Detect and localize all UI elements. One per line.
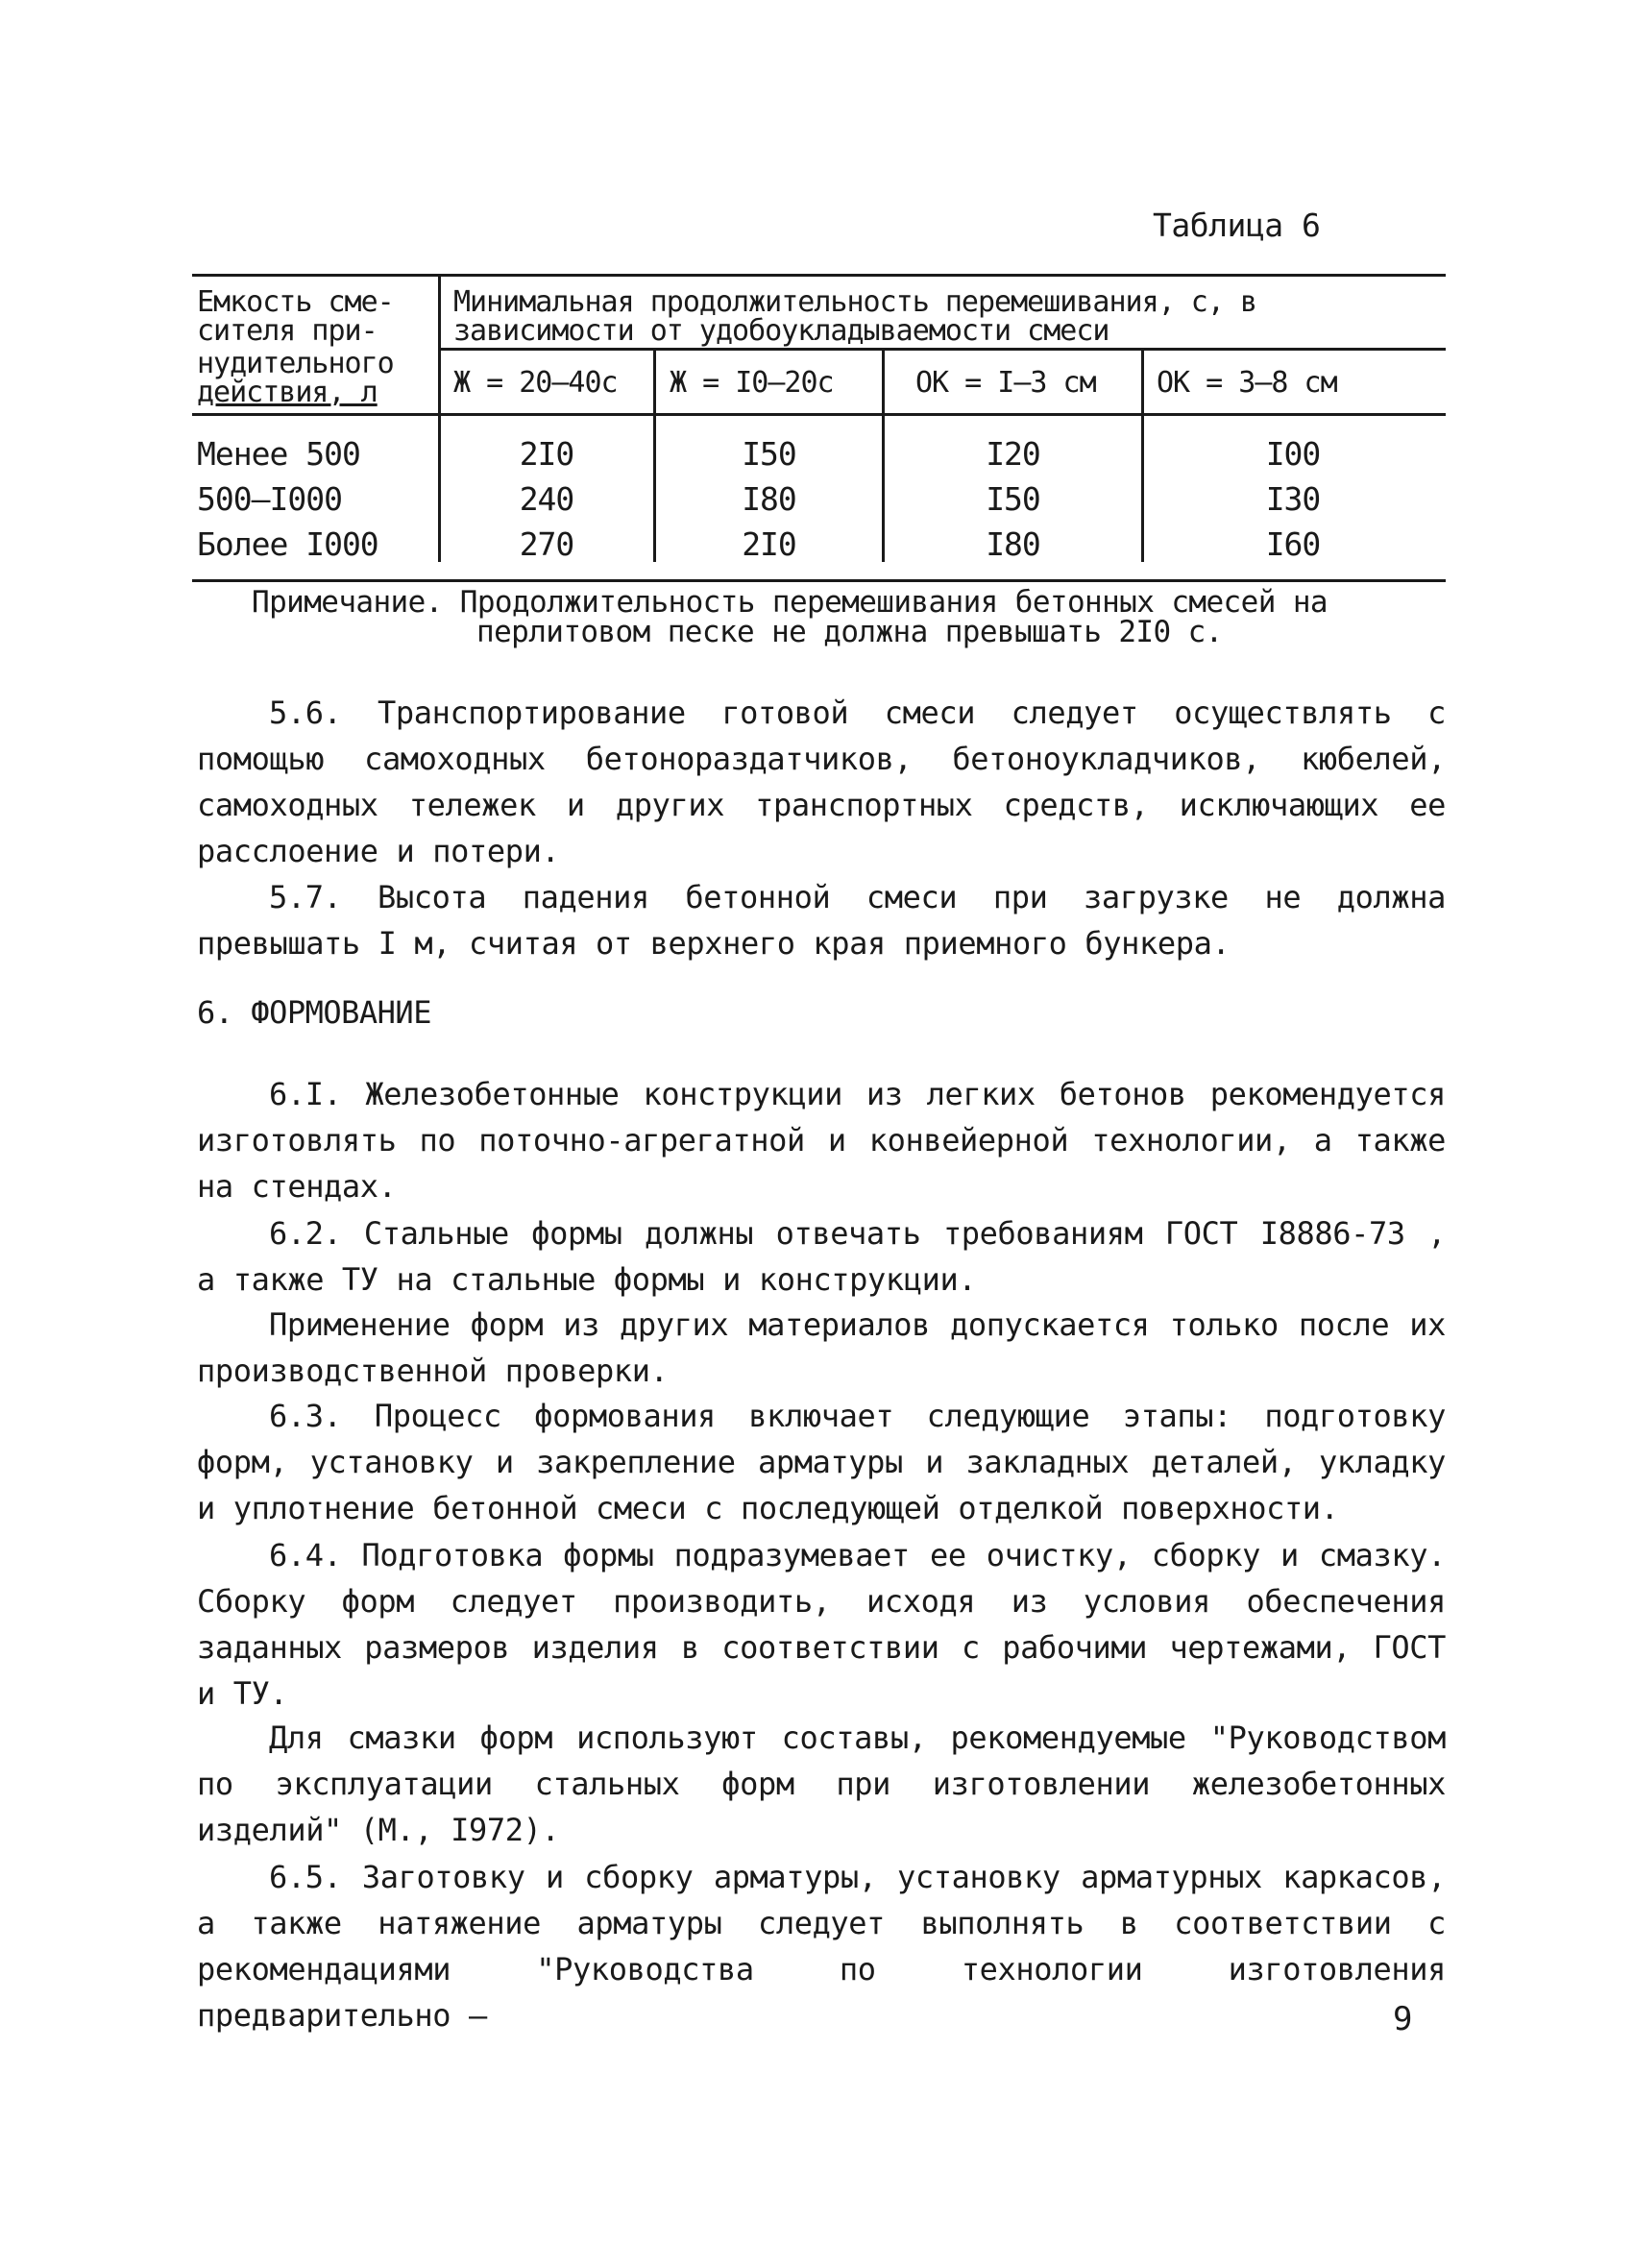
note-line-2: перлитовом песке не должна превышать 2I0 с. <box>476 615 1223 649</box>
table-cell: 270 <box>519 525 574 563</box>
column-header: ОК = 3–8 см <box>1157 366 1337 400</box>
table-cell: 240 <box>519 480 574 518</box>
column-header: Ж = I0–20с <box>670 366 834 400</box>
table-note <box>252 585 1328 649</box>
paragraph-6-2-continued: Применение форм из других материалов допускается только после их производственной проверки. <box>197 1306 1446 1389</box>
row-label: 500–I000 <box>197 480 342 518</box>
row-label: Более I000 <box>197 525 378 563</box>
header-left-line-2: сителя при- <box>197 314 378 348</box>
paragraph-6-5: 6.5. Заготовку и сборку арматуры, установку арматурных каркасов, а также натяжение арматуры следует выполнять в соответствии с рекомендациями "Руководства по технологии изготовления предварительно – <box>197 1859 1446 2034</box>
table-cell: 2I0 <box>742 525 796 563</box>
paragraph-6-2: 6.2. Стальные формы должны отвечать требованиям ГОСТ I8886-73 , а также ТУ на стальные формы и конструкции. <box>197 1215 1446 1298</box>
column-header: ОК = I–3 см <box>915 366 1096 400</box>
page-number: 9 <box>1393 2000 1413 2038</box>
section-heading: 6. ФОРМОВАНИЕ <box>197 994 431 1031</box>
table-cell: I30 <box>1265 480 1321 518</box>
table-cell: I80 <box>742 480 796 518</box>
header-left-line-1: Емкость сме- <box>197 285 394 319</box>
column-header: Ж = 20–40с <box>453 366 618 400</box>
header-top-line-2: зависимости от удобоукладываемости смеси <box>453 314 1109 348</box>
table-header-bottom-rule <box>192 413 1446 416</box>
table-cell: I60 <box>1265 525 1321 563</box>
header-left-line-3: нудительного <box>197 347 394 380</box>
table-cell: I50 <box>986 480 1040 518</box>
header-top-line-1: Минимальная продолжительность перемешивания, с, в <box>453 285 1257 319</box>
paragraph-6-4-continued: Для смазки форм используют составы, рекомендуемые "Руководством по эксплуатации стальных форм при изготовлении железобетонных изделий" (М., I972). <box>197 1719 1446 1848</box>
mixing-time-table <box>192 274 1446 562</box>
table-subheader-rule <box>440 348 1446 351</box>
paragraph-5-6: 5.6. Транспортирование готовой смеси следует осуществлять с помощью самоходных бетонораздатчиков, бетоноукладчиков, кюбелей, самоходных тележек и других транспортных средств, исключающих ее расслоение и потери. <box>197 695 1446 869</box>
note-line-1: Примечание. Продолжительность перемешивания бетонных смесей на <box>252 585 1328 620</box>
paragraph-6-1: 6.I. Железобетонные конструкции из легких бетонов рекомендуется изготовлять по поточно-агрегатной и конвейерной технологии, а также на стендах. <box>197 1076 1446 1205</box>
table-top-rule <box>192 274 1446 277</box>
table-cell: 2I0 <box>519 435 574 473</box>
header-left-line-4: действия, л <box>197 376 378 409</box>
table-col-divider <box>438 274 441 562</box>
paragraph-6-3: 6.3. Процесс формования включает следующие этапы: подготовку форм, установку и закрепление арматуры и закладных деталей, укладку и уплотнение бетонной смеси с последующей отделкой поверхности. <box>197 1398 1446 1526</box>
table-bottom-rule <box>192 579 1446 582</box>
row-label: Менее 500 <box>197 435 360 473</box>
table-caption: Таблица 6 <box>1153 207 1321 244</box>
paragraph-6-4: 6.4. Подготовка формы подразумевает ее очистку, сборку и смазку. Сборку форм следует производить, исходя из условия обеспечения заданных размеров изделия в соответствии с рабочими чертежами, ГОСТ и ТУ. <box>197 1537 1446 1712</box>
table-cell: I20 <box>986 435 1040 473</box>
table-cell: I00 <box>1265 435 1321 473</box>
paragraph-5-7: 5.7. Высота падения бетонной смеси при загрузке не должна превышать I м, считая от верхнего края приемного бункера. <box>197 879 1446 962</box>
table-cell: I50 <box>742 435 796 473</box>
table-cell: I80 <box>986 525 1040 563</box>
